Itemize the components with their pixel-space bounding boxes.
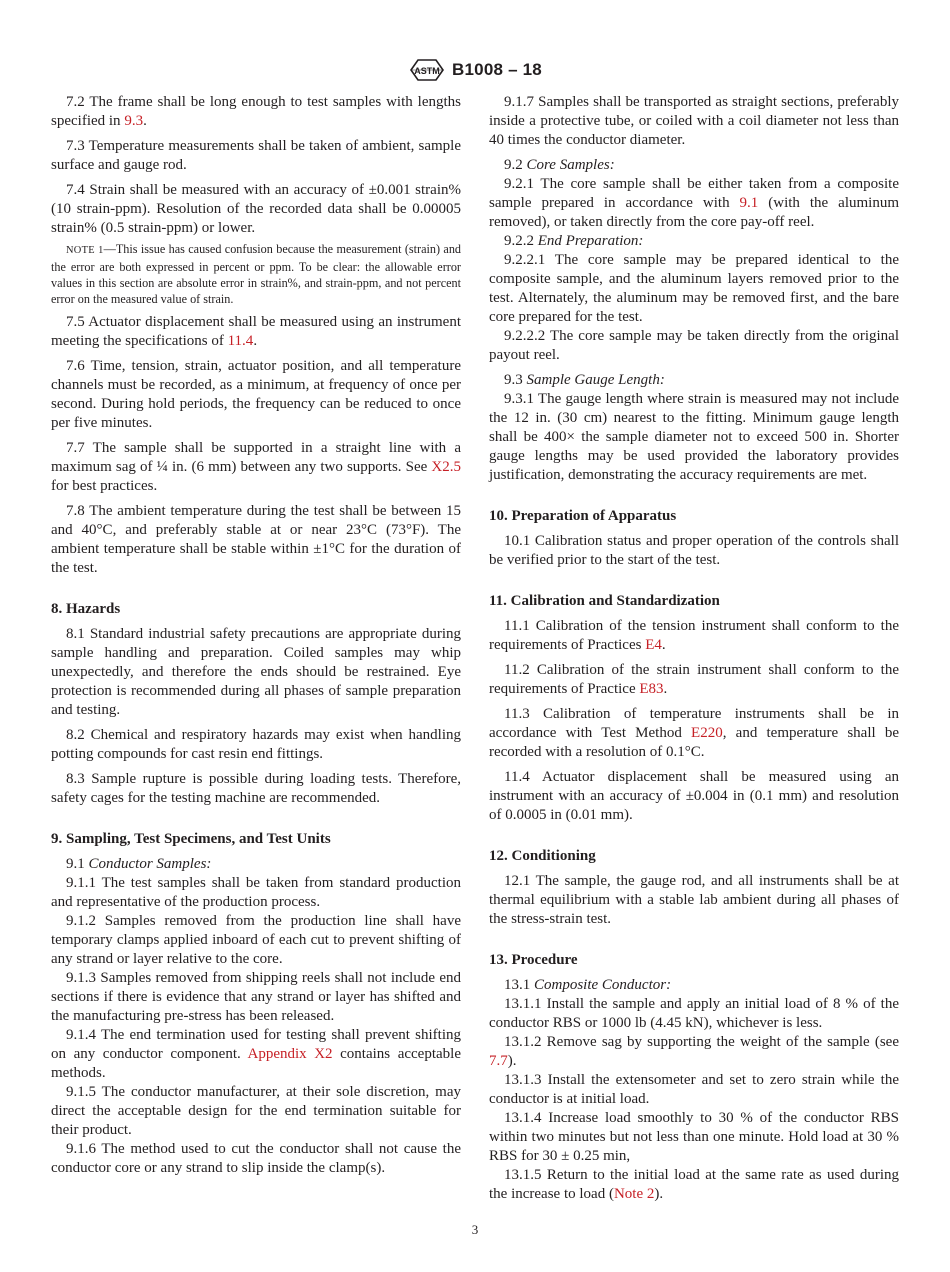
- section-heading-11: 11. Calibration and Standardization: [489, 593, 720, 609]
- link-appendix-x2[interactable]: Appendix X2: [247, 1046, 333, 1062]
- paragraph-13-1-1: 13.1.1 Install the sample and apply an initial load of 8 % of the conductor RBS or 1000 lb (4.45 kN), whichever is less.: [489, 996, 899, 1031]
- paragraph-9-1: 9.1 Conductor Samples:: [66, 856, 212, 872]
- paragraph-8-1: 8.1 Standard industrial safety precautions are appropriate during sample handling and preparation. Coiled samples may whip unexpectedly, and therefore the ends should be restrained. Eye protection is recommended during all phases of sample preparation and testing.: [51, 626, 461, 718]
- paragraph-7-4: 7.4 Strain shall be measured with an accuracy of ±0.001 strain% (10 strain-ppm). Resolution of the recorded data shall be 0.00005 strain% (0.5 strain-ppm) or lower.: [51, 182, 461, 236]
- paragraph-13-1-4: 13.1.4 Increase load smoothly to 30 % of the conductor RBS within two minutes but not less than one minute. Hold load at 30 % RBS for 30 ± 0.25 min,: [489, 1110, 899, 1164]
- paragraph-9-1-6: 9.1.6 The method used to cut the conductor shall not cause the conductor core or any strand to slip inside the clamp(s).: [51, 1141, 461, 1176]
- link-11-4[interactable]: 11.4: [227, 333, 254, 349]
- link-e220[interactable]: E220: [691, 725, 723, 741]
- paragraph-9-2-2-1: 9.2.2.1 The core sample may be prepared identical to the composite sample, and the aluminum layers removed prior to the test. Alternately, the aluminum may be removed first, and the bare core prepared for the test.: [489, 252, 899, 325]
- page-header: [0, 56, 950, 84]
- paragraph-11-3: 11.3 Calibration of temperature instruments shall be in accordance with Test Method E220, and temperature shall be recorded with a resolution of 0.1°C.: [489, 706, 899, 760]
- document-designation: B1008 – 18: [452, 60, 542, 79]
- paragraph-7-5: 7.5 Actuator displacement shall be measured using an instrument meeting the specifications of 11.4.: [51, 314, 461, 349]
- left-column: [51, 93, 461, 1178]
- astm-logo-text: ASTM: [414, 66, 440, 76]
- astm-logo-icon: [408, 58, 446, 82]
- paragraph-9-1-2: 9.1.2 Samples removed from the production line shall have temporary clamps applied inboard of each cut to prevent shifting of any strand or layer relative to the core.: [51, 913, 461, 967]
- paragraph-9-3-1: 9.3.1 The gauge length where strain is measured may not include the 12 in. (30 cm) nearest to the fitting. Minimum gauge length shall be 400× the sample diameter not to exceed 500 in. Shorter gauge lengths may be used provided the laboratory provides justification, demonstrating the accuracy requirements are met.: [489, 391, 899, 483]
- link-note-2[interactable]: Note 2: [613, 1186, 655, 1202]
- paragraph-9-3: 9.3 Sample Gauge Length:: [504, 372, 665, 388]
- paragraph-9-2-2-2: 9.2.2.2 The core sample may be taken directly from the original payout reel.: [489, 328, 899, 363]
- paragraph-9-2-2: 9.2.2 End Preparation:: [504, 233, 644, 249]
- paragraph-13-1-2: 13.1.2 Remove sag by supporting the weight of the sample (see 7.7).: [489, 1034, 899, 1069]
- paragraph-7-8: 7.8 The ambient temperature during the test shall be between 15 and 40°C, and preferably stable at or near 23°C (73°F). The ambient temperature shall be stable within ±1°C for the duration of the test.: [51, 503, 461, 576]
- right-column: [489, 93, 899, 1204]
- link-9-1[interactable]: 9.1: [739, 195, 759, 211]
- paragraph-9-2-1: 9.2.1 The core sample shall be either taken from a composite sample prepared in accordance with 9.1 (with the aluminum removed), or taken directly from the core pay-off reel.: [489, 176, 899, 230]
- paragraph-7-7: 7.7 The sample shall be supported in a straight line with a maximum sag of ¼ in. (6 mm) between any two supports. See X2.5 for best practices.: [51, 440, 461, 494]
- paragraph-8-3: 8.3 Sample rupture is possible during loading tests. Therefore, safety cages for the testing machine are recommended.: [51, 771, 461, 806]
- note-1-label: NOTE 1: [66, 245, 104, 256]
- section-heading-8: 8. Hazards: [51, 601, 121, 617]
- paragraph-11-4: 11.4 Actuator displacement shall be measured using an instrument with an accuracy of ±0.004 in (0.1 mm) and resolution of 0.0005 in (0.01 mm).: [489, 769, 899, 823]
- note-1-text: —This issue has caused confusion because the measurement (strain) and the error are both expressed in percent or ppm. To be clear: the allowable error values in this section are absolute error in strain%, and strain-ppm, and not percent error on the measured value of strain.: [51, 242, 462, 306]
- paragraph-9-1-4: 9.1.4 The end termination used for testing shall prevent shifting on any conductor component. Appendix X2 contains acceptable methods.: [51, 1027, 461, 1081]
- paragraph-9-1-5: 9.1.5 The conductor manufacturer, at their sole discretion, may direct the acceptable design for the end termination suitable for their product.: [51, 1084, 461, 1138]
- paragraph-7-2: 7.2 The frame shall be long enough to test samples with lengths specified in 9.3.: [51, 94, 461, 129]
- section-heading-13: 13. Procedure: [489, 952, 578, 968]
- link-9-3[interactable]: 9.3: [124, 113, 144, 129]
- paragraph-8-2: 8.2 Chemical and respiratory hazards may exist when handling potting compounds for cast resin end fittings.: [51, 727, 461, 762]
- paragraph-10-1: 10.1 Calibration status and proper operation of the controls shall be verified prior to the start of the test.: [489, 533, 899, 568]
- paragraph-9-2: 9.2 Core Samples:: [504, 157, 615, 173]
- paragraph-9-1-7: 9.1.7 Samples shall be transported as straight sections, preferably inside a protective tube, or coiled with a coil diameter not less than 40 times the conductor diameter.: [489, 94, 899, 148]
- paragraph-12-1: 12.1 The sample, the gauge rod, and all instruments shall be at thermal equilibrium with a stable lab ambient during all phases of the stress-strain test.: [489, 873, 899, 927]
- link-7-7[interactable]: 7.7: [489, 1053, 508, 1069]
- section-heading-12: 12. Conditioning: [489, 848, 596, 864]
- paragraph-13-1-5: 13.1.5 Return to the initial load at the same rate as used during the increase to load (Note 2).: [489, 1167, 899, 1202]
- paragraph-7-6: 7.6 Time, tension, strain, actuator position, and all temperature channels must be recorded, as a minimum, at frequency of once per second. During hold periods, the frequency can be reduced to once per five minutes.: [51, 358, 461, 431]
- paragraph-9-1-3: 9.1.3 Samples removed from shipping reels shall not include end sections if there is evidence that any strand or layer has shifted and the manufacturing pre-stress has been released.: [51, 970, 461, 1024]
- paragraph-13-1-3: 13.1.3 Install the extensometer and set to zero strain while the conductor is at initial load.: [489, 1072, 899, 1107]
- section-heading-9: 9. Sampling, Test Specimens, and Test Units: [51, 831, 331, 847]
- page-number: 3: [471, 1222, 479, 1237]
- paragraph-13-1: 13.1 Composite Conductor:: [504, 977, 672, 993]
- paragraph-11-1: 11.1 Calibration of the tension instrument shall conform to the requirements of Practices E4.: [489, 618, 899, 653]
- link-e4[interactable]: E4: [645, 637, 662, 653]
- paragraph-9-1-1: 9.1.1 The test samples shall be taken from standard production and representative of the production process.: [51, 875, 461, 910]
- note-1: [51, 241, 461, 307]
- link-e83[interactable]: E83: [639, 681, 664, 697]
- paragraph-7-3: 7.3 Temperature measurements shall be taken of ambient, sample surface and gauge rod.: [51, 138, 461, 173]
- paragraph-11-2: 11.2 Calibration of the strain instrument shall conform to the requirements of Practice E83.: [489, 662, 899, 697]
- section-heading-10: 10. Preparation of Apparatus: [489, 508, 677, 524]
- link-x2-5[interactable]: X2.5: [431, 459, 461, 475]
